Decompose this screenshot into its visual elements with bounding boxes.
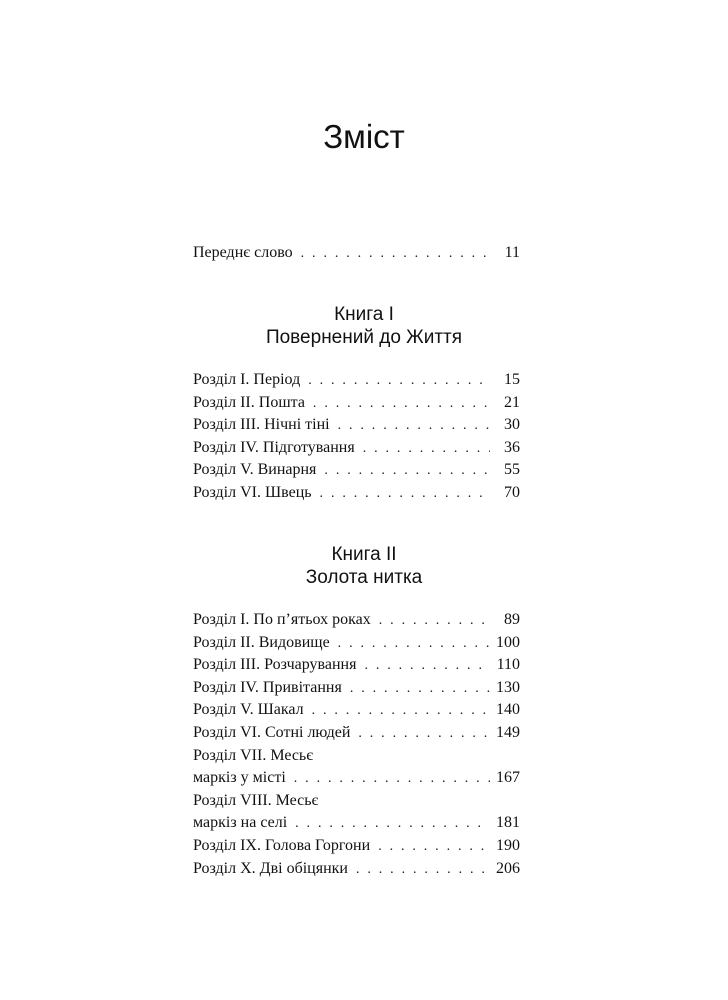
toc-row[interactable] — [193, 632, 520, 655]
dot-leader — [293, 243, 490, 266]
dot-leader — [355, 438, 490, 461]
entry-title-continuation: маркіз на селі — [193, 814, 288, 832]
page-number: 21 — [504, 393, 520, 411]
dot-leader — [312, 483, 490, 506]
toc-row[interactable] — [193, 654, 520, 677]
book-1-label: Книга I — [334, 304, 394, 325]
toc-row[interactable] — [193, 722, 520, 745]
dot-leader — [356, 655, 490, 678]
dot-leader — [348, 859, 490, 882]
book-2-name: Золота нитка — [305, 567, 423, 588]
page-number: 100 — [496, 633, 520, 651]
toc-row[interactable] — [193, 437, 520, 460]
book-2-chapter-list — [193, 609, 520, 880]
dot-leader — [370, 836, 490, 859]
toc-row-first-line[interactable] — [193, 745, 520, 768]
toc-row[interactable] — [193, 242, 520, 265]
entry-title: Розділ II. Видовище — [193, 633, 330, 651]
page-number: 70 — [504, 483, 520, 501]
entry-title: Розділ V. Шакал — [193, 701, 304, 719]
toc-row-continuation[interactable] — [193, 767, 520, 790]
page-number: 110 — [496, 656, 520, 674]
entry-title: Розділ III. Нічні тіні — [193, 416, 330, 434]
toc-row[interactable] — [193, 482, 520, 505]
entry-title: Розділ IX. Голова Горгони — [193, 836, 371, 854]
dot-leader — [287, 813, 490, 836]
page-number: 36 — [504, 438, 520, 456]
page-number: 11 — [504, 244, 520, 261]
entry-title: Розділ II. Пошта — [193, 393, 305, 411]
page-number: 140 — [496, 701, 520, 719]
page-number: 190 — [496, 836, 520, 854]
page-number: 55 — [504, 461, 520, 479]
toc-row[interactable] — [193, 369, 520, 392]
dot-leader — [371, 610, 490, 633]
page-number: 15 — [504, 371, 520, 388]
entry-title-continuation: маркіз у місті — [193, 769, 286, 787]
entry-title: Розділ X. Дві обіцянки — [193, 859, 348, 877]
entry-title: Розділ VI. Сотні людей — [193, 723, 351, 741]
toc-row[interactable] — [193, 677, 520, 700]
toc-row[interactable] — [193, 392, 520, 415]
entry-title: Розділ VII. Месьє — [193, 746, 314, 764]
toc-row[interactable] — [193, 858, 520, 881]
entry-title: Переднє слово — [193, 244, 293, 261]
dot-leader — [316, 460, 490, 483]
dot-leader — [330, 633, 490, 656]
page-number: 89 — [504, 611, 520, 628]
toc-row[interactable] — [193, 414, 520, 437]
page-number: 130 — [496, 678, 520, 696]
dot-leader — [330, 415, 490, 438]
dot-leader — [300, 370, 490, 393]
toc-row[interactable] — [193, 835, 520, 858]
dot-leader — [350, 723, 490, 746]
dot-leader — [304, 700, 490, 723]
entry-title: Розділ VIII. Месьє — [193, 791, 319, 809]
book-1-chapter-list — [193, 369, 520, 505]
foreword-entry — [193, 242, 520, 265]
page-title: Зміст — [323, 118, 405, 155]
page-number: 167 — [496, 769, 520, 787]
page-number: 149 — [496, 723, 520, 741]
entry-title: Розділ VI. Швець — [193, 483, 312, 501]
toc-row[interactable] — [193, 459, 520, 482]
dot-leader — [305, 393, 490, 416]
entry-title: Розділ IV. Привітання — [193, 678, 342, 696]
toc-row[interactable] — [193, 699, 520, 722]
page-number: 206 — [496, 859, 520, 877]
page-number: 181 — [496, 814, 520, 832]
book-1-name: Повернений до Життя — [265, 327, 463, 348]
dot-leader — [342, 678, 490, 701]
page-number: 30 — [504, 416, 520, 434]
toc-row-continuation[interactable] — [193, 812, 520, 835]
entry-title: Розділ V. Винарня — [193, 461, 317, 479]
entry-title: Розділ I. Період — [193, 371, 301, 388]
toc-row[interactable] — [193, 609, 520, 632]
toc-row-first-line[interactable] — [193, 790, 520, 813]
entry-title: Розділ III. Розчарування — [193, 656, 357, 674]
book-2-label: Книга II — [331, 544, 397, 565]
entry-title: Розділ I. По п’ятьох роках — [193, 611, 371, 628]
entry-title: Розділ IV. Підготування — [193, 438, 355, 456]
dot-leader — [286, 768, 490, 791]
